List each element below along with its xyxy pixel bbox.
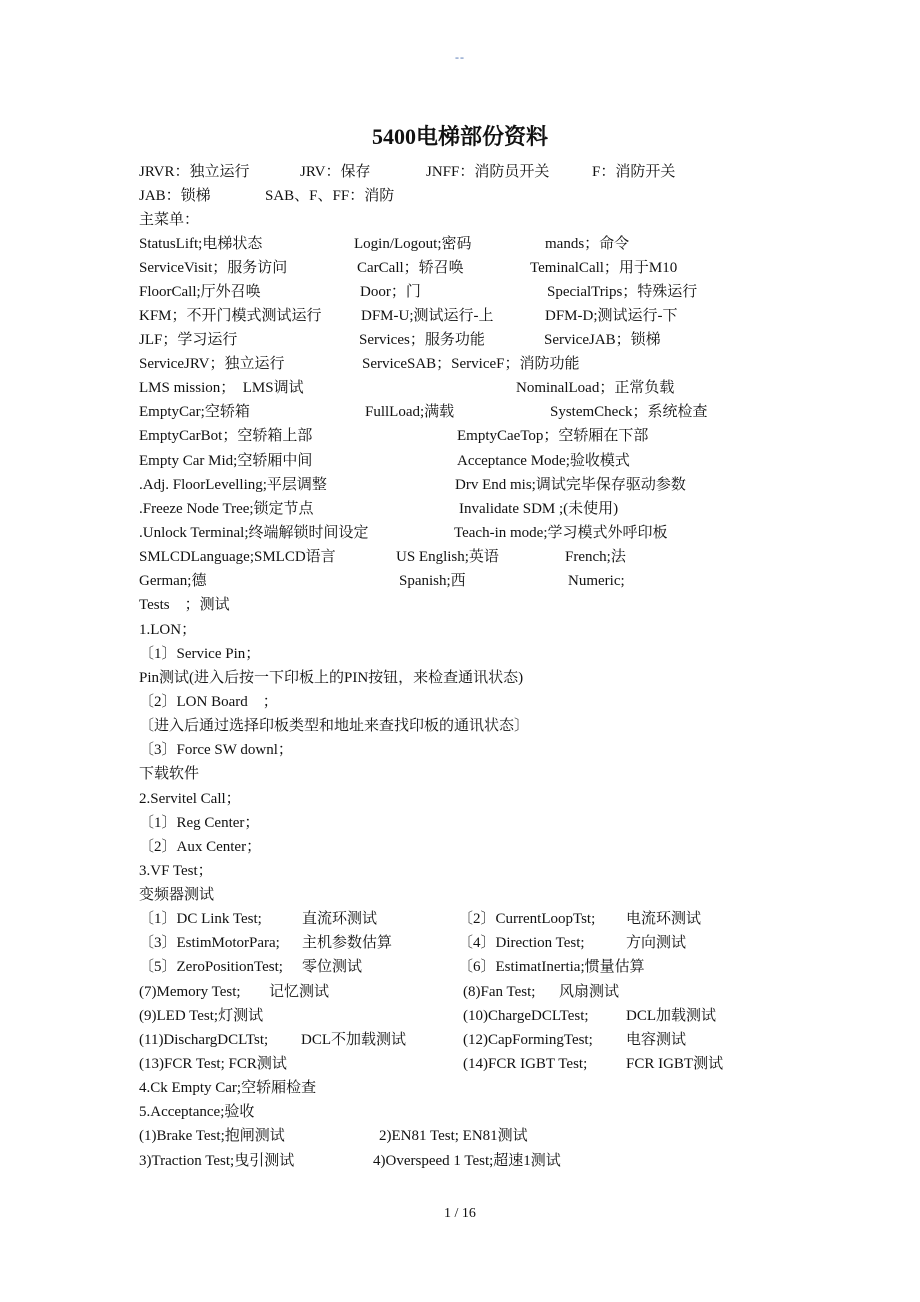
menu-item: StatusLift;电梯状态 <box>139 236 263 252</box>
vf-test: 〔2〕CurrentLoopTst; <box>458 911 596 927</box>
menu-item: FloorCall;厅外召唤 <box>139 284 261 300</box>
menu-item: ServiceSAB；ServiceF；消防功能 <box>362 356 580 372</box>
vf-test: (9)LED Test;灯测试 <box>139 1008 264 1024</box>
menu-item: Door；门 <box>360 284 421 300</box>
vf-test-cn: FCR IGBT测试 <box>626 1056 724 1072</box>
menu-heading <box>139 208 779 232</box>
vf-test: (11)DischargDCLTst; <box>139 1032 269 1048</box>
menu-item: SystemCheck；系统检查 <box>550 404 708 420</box>
tests-servitel-2 <box>139 835 779 859</box>
vf-test: 〔1〕DC Link Test; <box>139 911 262 927</box>
aux-center: 〔2〕Aux Center； <box>139 839 262 855</box>
force-sw-desc: 下载软件 <box>139 766 200 782</box>
vf-test: (10)ChargeDCLTest; <box>463 1008 589 1024</box>
vf-test-cn: 直流环测试 <box>302 911 378 927</box>
menu-item: ServiceJRV；独立运行 <box>139 356 285 372</box>
menu-row <box>139 449 779 473</box>
tests-lon-1 <box>139 642 779 666</box>
vf-test-cn: DCL加载测试 <box>626 1008 717 1024</box>
menu-item: EmptyCarBot；空轿箱上部 <box>139 428 313 444</box>
abbr-line-1 <box>139 160 779 184</box>
menu-item: Invalidate SDM ;(未使用) <box>459 501 619 517</box>
vf-test: (7)Memory Test; <box>139 984 241 1000</box>
abbr-jrv: JRV：保存 <box>300 164 371 180</box>
tests-lon-3-desc <box>139 762 779 786</box>
menu-item: CarCall；轿召唤 <box>357 260 464 276</box>
menu-row <box>139 352 779 376</box>
menu-item: .Adj. FloorLevelling;平层调整 <box>139 477 327 493</box>
acceptance-test: (1)Brake Test;抱闸测试 <box>139 1128 285 1144</box>
tests-servitel-1 <box>139 811 779 835</box>
menu-item: mands；命令 <box>545 236 630 252</box>
vf-test-cn: 记忆测试 <box>269 984 330 1000</box>
menu-item: FullLoad;满载 <box>365 404 455 420</box>
menu-item: Acceptance Mode;验收模式 <box>457 453 630 469</box>
acceptance-test: 4)Overspeed 1 Test;超速1测试 <box>373 1153 561 1169</box>
menu-item: SMLCDLanguage;SMLCD语言 <box>139 549 336 565</box>
vf-test: 〔4〕Direction Test; <box>458 935 585 951</box>
vf-test-cn: 电容测试 <box>626 1032 687 1048</box>
vf-test-cn: 方向测试 <box>626 935 687 951</box>
abbr-jnff: JNFF：消防员开关 <box>426 164 550 180</box>
tests-heading-text: Tests ；测试 <box>139 597 230 613</box>
menu-row <box>139 400 779 424</box>
menu-item: TeminalCall；用于M10 <box>530 260 678 276</box>
abbr-line-2 <box>139 184 779 208</box>
menu-item: SpecialTrips；特殊运行 <box>547 284 698 300</box>
menu-item: EmptyCar;空轿箱 <box>139 404 250 420</box>
vf-test: (14)FCR IGBT Test; <box>463 1056 588 1072</box>
menu-row <box>139 497 779 521</box>
menu-item: LMS mission； LMS调试 <box>139 380 304 396</box>
acceptance-row <box>139 1149 779 1173</box>
tests-lon <box>139 618 779 642</box>
menu-item: Empty Car Mid;空轿厢中间 <box>139 453 313 469</box>
acceptance-test: 3)Traction Test;曳引测试 <box>139 1153 295 1169</box>
document-title: 5400电梯部份资料 <box>371 124 548 149</box>
lon-board: 〔2〕LON Board ； <box>139 694 278 710</box>
menu-item: NominalLoad；正常负载 <box>516 380 675 396</box>
menu-item: Spanish;西 <box>399 573 466 589</box>
tests-lon-3 <box>139 738 779 762</box>
tests-lon-2 <box>139 690 779 714</box>
tests-lon-2-desc <box>139 714 779 738</box>
acceptance-test: 2)EN81 Test; EN81测试 <box>379 1128 528 1144</box>
vf-test: 〔5〕ZeroPositionTest; <box>139 959 283 975</box>
vf-test-cn: 主机参数估算 <box>302 935 393 951</box>
menu-row <box>139 256 779 280</box>
vf-row <box>139 980 779 1004</box>
tests-vf-desc <box>139 883 779 907</box>
menu-row <box>139 376 779 400</box>
reg-center: 〔1〕Reg Center； <box>139 815 260 831</box>
lon-board-desc: 〔进入后通过选择印板类型和地址来查找印板的通讯状态〕 <box>139 718 530 734</box>
tests-ck-empty <box>139 1076 779 1100</box>
menu-item: KFM；不开门模式测试运行 <box>139 308 322 324</box>
vf-row <box>139 1028 779 1052</box>
menu-row <box>139 569 779 593</box>
vf-row <box>139 907 779 931</box>
vf-test-cn: 零位测试 <box>302 959 363 975</box>
vf-test-cn: DCL不加载测试 <box>301 1032 407 1048</box>
vf-desc: 变频器测试 <box>139 887 215 903</box>
vf-test-cn: 电流环测试 <box>626 911 702 927</box>
menu-row <box>139 545 779 569</box>
menu-item: .Freeze Node Tree;锁定节点 <box>139 501 314 517</box>
tests-servitel <box>139 787 779 811</box>
page-header-mark: -- <box>455 50 465 64</box>
menu-row <box>139 521 779 545</box>
page-number: 1 / 16 <box>444 1206 476 1221</box>
vf-row <box>139 1004 779 1028</box>
acceptance-row <box>139 1124 779 1148</box>
vf-test: (8)Fan Test; <box>463 984 536 1000</box>
menu-row <box>139 473 779 497</box>
vf-test: (12)CapFormingTest; <box>463 1032 593 1048</box>
servitel-title: 2.Servitel Call； <box>139 791 241 807</box>
abbr-sab: SAB、F、FF：消防 <box>265 188 395 204</box>
service-pin-desc: Pin测试(进入后按一下印板上的PIN按钮，来检查通讯状态) <box>139 670 524 686</box>
abbr-jab: JAB：锁梯 <box>139 188 211 204</box>
tests-heading <box>139 593 779 617</box>
abbr-f: F：消防开关 <box>592 164 676 180</box>
service-pin: 〔1〕Service Pin； <box>139 646 261 662</box>
menu-row <box>139 232 779 256</box>
tests-lon-1-desc <box>139 666 779 690</box>
tests-vf <box>139 859 779 883</box>
vf-row <box>139 955 779 979</box>
menu-heading-text: 主菜单： <box>139 212 200 228</box>
menu-item: Login/Logout;密码 <box>354 236 472 252</box>
vf-test-cn: 风扇测试 <box>559 984 620 1000</box>
vf-title: 3.VF Test； <box>139 863 213 879</box>
vf-test: 〔6〕EstimatInertia;惯量估算 <box>458 959 645 975</box>
menu-row <box>139 328 779 352</box>
acceptance-title: 5.Acceptance;验收 <box>139 1104 255 1120</box>
menu-item: German;德 <box>139 573 207 589</box>
menu-item: US English;英语 <box>396 549 499 565</box>
menu-item: ServiceJAB；锁梯 <box>544 332 661 348</box>
vf-test: (13)FCR Test; FCR测试 <box>139 1056 287 1072</box>
menu-item: Drv End mis;调试完毕保存驱动参数 <box>455 477 686 493</box>
abbr-jrvr: JRVR：独立运行 <box>139 164 250 180</box>
menu-item: JLF；学习运行 <box>139 332 238 348</box>
menu-item: DFM-D;测试运行-下 <box>545 308 678 324</box>
menu-item: ServiceVisit；服务访问 <box>139 260 288 276</box>
menu-item: Numeric; <box>568 573 625 589</box>
menu-item: Teach-in mode;学习模式外呼印板 <box>454 525 668 541</box>
ck-empty-car: 4.Ck Empty Car;空轿厢检查 <box>139 1080 317 1096</box>
force-sw: 〔3〕Force SW downl； <box>139 742 293 758</box>
menu-item: French;法 <box>565 549 626 565</box>
menu-item: .Unlock Terminal;终端解锁时间设定 <box>139 525 369 541</box>
menu-item: Services；服务功能 <box>359 332 485 348</box>
menu-row <box>139 304 779 328</box>
vf-row <box>139 1052 779 1076</box>
menu-row <box>139 280 779 304</box>
menu-row <box>139 424 779 448</box>
vf-test: 〔3〕EstimMotorPara; <box>139 935 280 951</box>
menu-item: DFM-U;测试运行-上 <box>361 308 494 324</box>
tests-acceptance <box>139 1100 779 1124</box>
menu-item: EmptyCaeTop；空轿厢在下部 <box>457 428 649 444</box>
vf-row <box>139 931 779 955</box>
lon-title: 1.LON； <box>139 622 197 638</box>
